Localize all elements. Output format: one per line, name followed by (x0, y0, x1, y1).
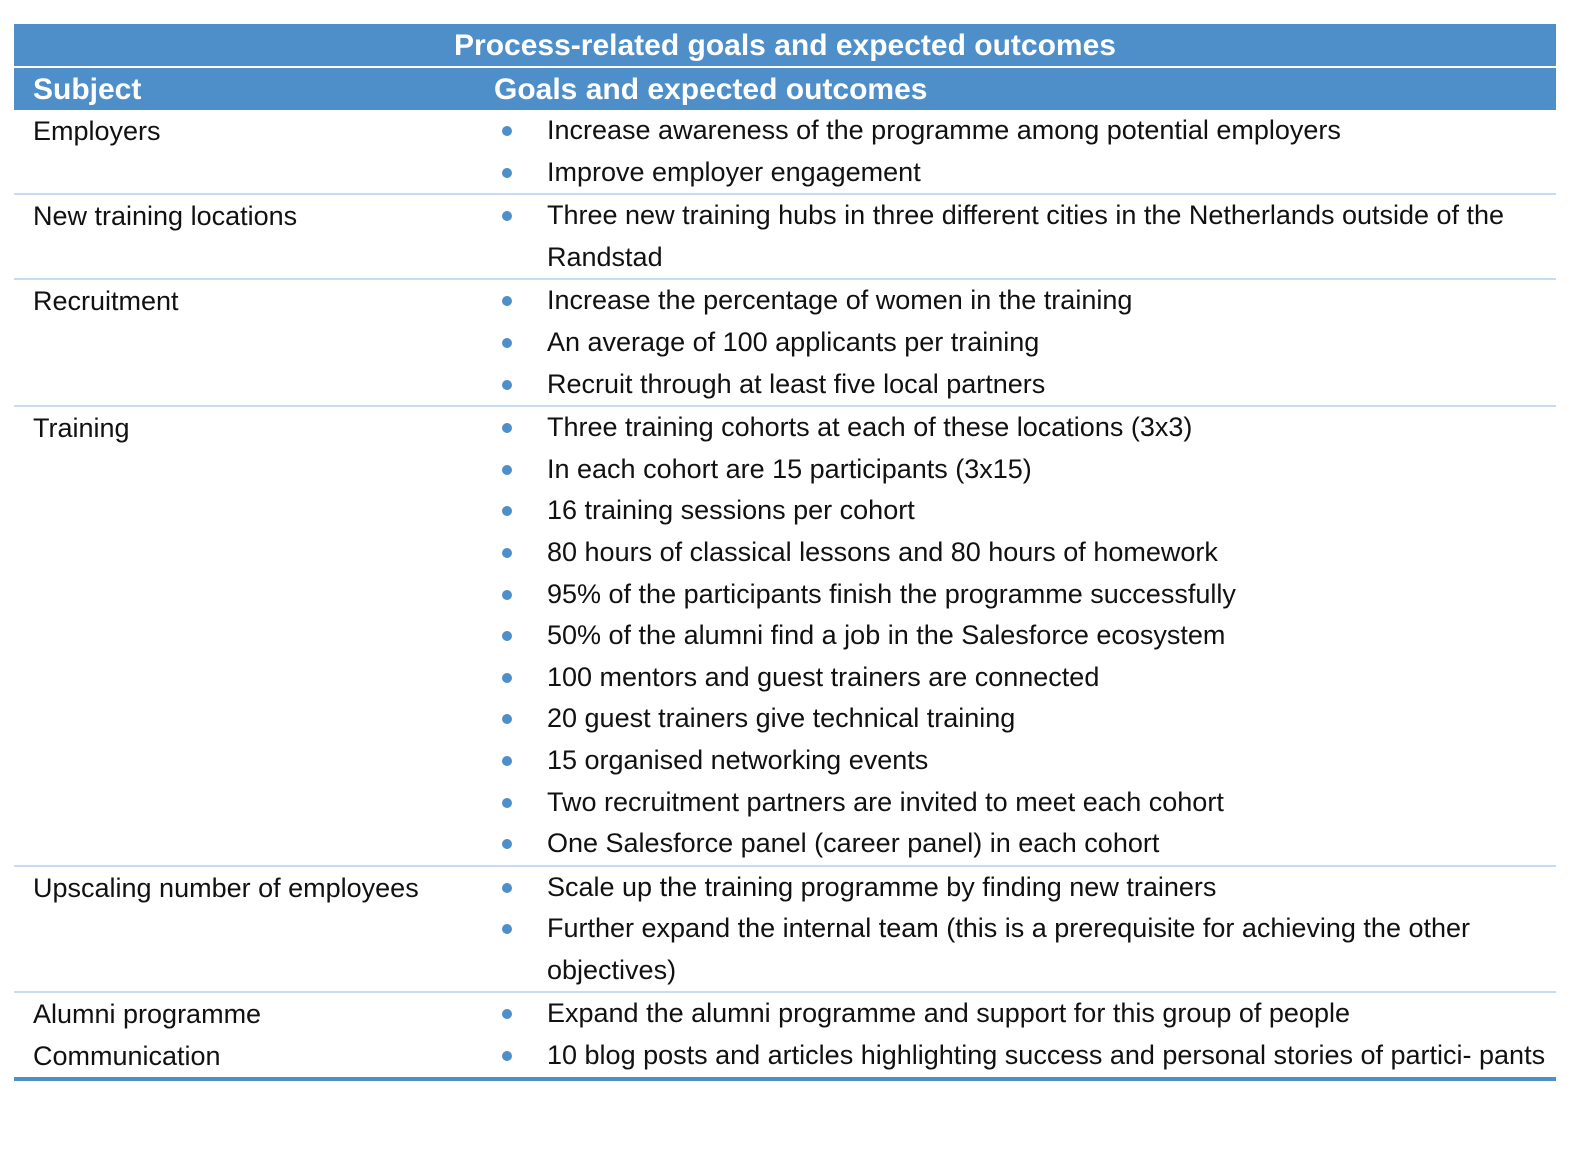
table-row (14, 867, 1556, 994)
goal-item: 16 training sessions per cohort (474, 490, 1556, 532)
goal-item: Further expand the internal team (this is a prerequisite for achieving the other objectives) (474, 908, 1556, 991)
goal-item: 20 guest trainers give technical training (474, 698, 1556, 740)
goal-item: Recruit through at least five local partners (474, 364, 1556, 406)
row-goals (474, 1035, 1556, 1077)
row-goals (474, 867, 1556, 992)
row-subject: Communication (33, 1041, 221, 1072)
goal-item: 10 blog posts and articles highlighting success and personal stories of partici- pants (474, 1035, 1556, 1077)
goal-item: Three new training hubs in three different cities in the Netherlands outside of the Randstad (474, 195, 1556, 278)
goal-list (474, 993, 1556, 1035)
row-goals (474, 407, 1556, 865)
header-subject: Subject (33, 73, 142, 106)
table-body (14, 110, 1556, 1081)
table-row (14, 1035, 1556, 1081)
row-goals (474, 110, 1556, 193)
row-subject: Alumni programme (33, 999, 262, 1030)
row-subject: Training (33, 413, 130, 444)
row-subject: New training locations (33, 201, 298, 232)
goal-list (474, 195, 1556, 278)
row-subject: Recruitment (33, 286, 179, 317)
goal-item: 95% of the participants finish the programme successfully (474, 574, 1556, 616)
table-header-row (14, 68, 1556, 110)
table-row (14, 195, 1556, 280)
table-row (14, 280, 1556, 407)
goal-item: 15 organised networking events (474, 740, 1556, 782)
goal-list (474, 1035, 1556, 1077)
table-title: Process-related goals and expected outcomes (14, 24, 1556, 68)
goal-item: One Salesforce panel (career panel) in each cohort (474, 823, 1556, 865)
goal-item: 50% of the alumni find a job in the Salesforce ecosystem (474, 615, 1556, 657)
table-row (14, 407, 1556, 867)
row-subject: Upscaling number of employees (33, 872, 419, 903)
goals-table (14, 24, 1556, 1081)
goal-list (474, 110, 1556, 193)
goal-item: In each cohort are 15 participants (3x15) (474, 449, 1556, 491)
goal-list (474, 407, 1556, 865)
goal-item: Three training cohorts at each of these locations (3x3) (474, 407, 1556, 449)
goal-item: Scale up the training programme by finding new trainers (474, 867, 1556, 909)
header-goals: Goals and expected outcomes (494, 73, 928, 106)
goal-item: Increase the percentage of women in the training (474, 280, 1556, 322)
row-goals (474, 280, 1556, 405)
goal-list (474, 280, 1556, 405)
goal-item: 80 hours of classical lessons and 80 hours of homework (474, 532, 1556, 574)
goal-item: Increase awareness of the programme among potential employers (474, 110, 1556, 152)
goal-list (474, 867, 1556, 992)
table-row (14, 110, 1556, 195)
table-row (14, 993, 1556, 1035)
goal-item: An average of 100 applicants per training (474, 322, 1556, 364)
goal-item: Improve employer engagement (474, 152, 1556, 194)
row-subject: Employers (33, 116, 161, 146)
row-goals (474, 195, 1556, 278)
row-goals (474, 993, 1556, 1035)
goal-item: Expand the alumni programme and support for this group of people (474, 993, 1556, 1035)
goal-item: Two recruitment partners are invited to meet each cohort (474, 782, 1556, 824)
goal-item: 100 mentors and guest trainers are connected (474, 657, 1556, 699)
